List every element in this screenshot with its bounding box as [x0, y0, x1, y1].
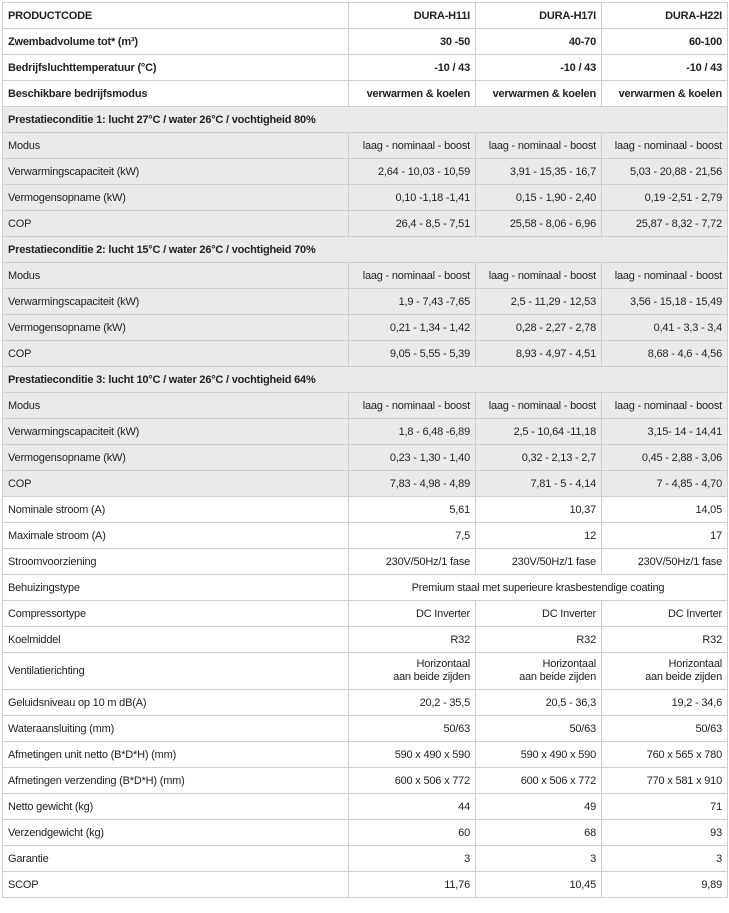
condition-row: [3, 159, 728, 185]
row-value: 2,5 - 11,29 - 12,53: [476, 289, 602, 315]
row-value: -10 / 43: [476, 55, 602, 81]
condition-row: [3, 419, 728, 445]
row-value: 7,5: [349, 523, 476, 549]
row-value: 10,37: [476, 497, 602, 523]
row-value: 25,87 - 8,32 - 7,72: [602, 211, 728, 237]
row-value: 7 - 4,85 - 4,70: [602, 471, 728, 497]
row-value: Horizontaal aan beide zijden: [602, 653, 728, 690]
condition-row: [3, 133, 728, 159]
row-value: 7,81 - 5 - 4,14: [476, 471, 602, 497]
row-value: 8,93 - 4,97 - 4,51: [476, 341, 602, 367]
row-label: Vermogensopname (kW): [3, 185, 349, 211]
row-value: verwarmen & koelen: [602, 81, 728, 107]
row-value: laag - nominaal - boost: [476, 393, 602, 419]
spec-row: [3, 601, 728, 627]
row-label: Garantie: [3, 846, 349, 872]
row-value: Horizontaal aan beide zijden: [476, 653, 602, 690]
row-value: verwarmen & koelen: [349, 81, 476, 107]
row-value: laag - nominaal - boost: [349, 263, 476, 289]
model-header: DURA-H17I: [476, 3, 602, 29]
row-label: Compressortype: [3, 601, 349, 627]
row-value: 600 x 506 x 772: [476, 768, 602, 794]
row-value: 44: [349, 794, 476, 820]
row-value: -10 / 43: [349, 55, 476, 81]
row-value: 3: [602, 846, 728, 872]
row-label: Beschikbare bedrijfsmodus: [3, 81, 349, 107]
row-value: 1,8 - 6,48 -6,89: [349, 419, 476, 445]
row-label: Wateraansluiting (mm): [3, 716, 349, 742]
row-value: 19,2 - 34,6: [602, 690, 728, 716]
spec-row: [3, 627, 728, 653]
spec-row: [3, 575, 728, 601]
row-value: 60-100: [602, 29, 728, 55]
general-row: [3, 55, 728, 81]
row-value: 12: [476, 523, 602, 549]
row-value: 760 x 565 x 780: [602, 742, 728, 768]
row-value: 9,05 - 5,55 - 5,39: [349, 341, 476, 367]
condition-title: Prestatieconditie 2: lucht 15°C / water 26°C / vochtigheid 70%: [3, 237, 728, 263]
model-header: DURA-H11I: [349, 3, 476, 29]
row-value: 93: [602, 820, 728, 846]
row-value: 590 x 490 x 590: [349, 742, 476, 768]
row-label: Verwarmingscapaciteit (kW): [3, 289, 349, 315]
row-value: 0,15 - 1,90 - 2,40: [476, 185, 602, 211]
row-value: laag - nominaal - boost: [349, 133, 476, 159]
row-value: 10,45: [476, 872, 602, 898]
row-label: Afmetingen verzending (B*D*H) (mm): [3, 768, 349, 794]
row-value: 30 -50: [349, 29, 476, 55]
row-value: laag - nominaal - boost: [602, 393, 728, 419]
row-value: 50/63: [602, 716, 728, 742]
row-value-span: Premium staal met superieure krasbestendige coating: [349, 575, 728, 601]
spec-table: [2, 2, 728, 898]
row-value: 0,23 - 1,30 - 1,40: [349, 445, 476, 471]
row-value: DC Inverter: [476, 601, 602, 627]
row-label: Maximale stroom (A): [3, 523, 349, 549]
general-row: [3, 29, 728, 55]
row-value: 0,10 -1,18 -1,41: [349, 185, 476, 211]
spec-row: [3, 742, 728, 768]
row-value: 0,21 - 1,34 - 1,42: [349, 315, 476, 341]
row-label: COP: [3, 211, 349, 237]
row-label: Stroomvoorziening: [3, 549, 349, 575]
row-label: Verwarmingscapaciteit (kW): [3, 419, 349, 445]
condition-row: [3, 471, 728, 497]
row-value: 3: [476, 846, 602, 872]
row-value: 0,32 - 2,13 - 2,7: [476, 445, 602, 471]
row-value: 11,76: [349, 872, 476, 898]
row-value: 0,41 - 3,3 - 3,4: [602, 315, 728, 341]
row-label: SCOP: [3, 872, 349, 898]
row-value: laag - nominaal - boost: [349, 393, 476, 419]
row-label: Geluidsniveau op 10 m dB(A): [3, 690, 349, 716]
spec-row: [3, 820, 728, 846]
row-value: 40-70: [476, 29, 602, 55]
condition-title: Prestatieconditie 3: lucht 10°C / water 26°C / vochtigheid 64%: [3, 367, 728, 393]
row-value: 20,2 - 35,5: [349, 690, 476, 716]
row-label: Koelmiddel: [3, 627, 349, 653]
spec-row: [3, 653, 728, 690]
row-label: Vermogensopname (kW): [3, 445, 349, 471]
row-value: 20,5 - 36,3: [476, 690, 602, 716]
condition-row: [3, 185, 728, 211]
spec-row: [3, 523, 728, 549]
row-label: Behuizingstype: [3, 575, 349, 601]
condition-title-row: [3, 367, 728, 393]
row-value: 25,58 - 8,06 - 6,96: [476, 211, 602, 237]
condition-row: [3, 445, 728, 471]
condition-row: [3, 315, 728, 341]
row-value: 230V/50Hz/1 fase: [602, 549, 728, 575]
spec-row: [3, 794, 728, 820]
row-value: 26,4 - 8,5 - 7,51: [349, 211, 476, 237]
row-value: laag - nominaal - boost: [602, 133, 728, 159]
row-value: 5,61: [349, 497, 476, 523]
spec-row: [3, 497, 728, 523]
condition-title-row: [3, 237, 728, 263]
row-value: 600 x 506 x 772: [349, 768, 476, 794]
row-label: COP: [3, 341, 349, 367]
row-label: Nominale stroom (A): [3, 497, 349, 523]
row-value: 590 x 490 x 590: [476, 742, 602, 768]
row-value: laag - nominaal - boost: [476, 133, 602, 159]
row-label: Vermogensopname (kW): [3, 315, 349, 341]
row-value: R32: [602, 627, 728, 653]
row-value: 0,45 - 2,88 - 3,06: [602, 445, 728, 471]
row-value: 14,05: [602, 497, 728, 523]
row-value: R32: [476, 627, 602, 653]
row-value: 68: [476, 820, 602, 846]
row-value: 60: [349, 820, 476, 846]
row-label: Ventilatierichting: [3, 653, 349, 690]
row-value: 71: [602, 794, 728, 820]
row-label: Modus: [3, 133, 349, 159]
row-label: Modus: [3, 263, 349, 289]
condition-row: [3, 393, 728, 419]
row-value: DC Inverter: [349, 601, 476, 627]
row-value: laag - nominaal - boost: [476, 263, 602, 289]
row-label: COP: [3, 471, 349, 497]
spec-row: [3, 768, 728, 794]
row-value: 2,64 - 10,03 - 10,59: [349, 159, 476, 185]
spec-row: [3, 872, 728, 898]
row-label: Afmetingen unit netto (B*D*H) (mm): [3, 742, 349, 768]
row-label: Verzendgewicht (kg): [3, 820, 349, 846]
row-value: 230V/50Hz/1 fase: [349, 549, 476, 575]
condition-row: [3, 211, 728, 237]
row-label: Verwarmingscapaciteit (kW): [3, 159, 349, 185]
row-label: Zwembadvolume tot* (m³): [3, 29, 349, 55]
row-value: 3,91 - 15,35 - 16,7: [476, 159, 602, 185]
row-value: 0,28 - 2,27 - 2,78: [476, 315, 602, 341]
row-value: 0,19 -2,51 - 2,79: [602, 185, 728, 211]
spec-row: [3, 690, 728, 716]
row-value: 1,9 - 7,43 -7,65: [349, 289, 476, 315]
condition-title-row: [3, 107, 728, 133]
row-label: Netto gewicht (kg): [3, 794, 349, 820]
spec-row: [3, 716, 728, 742]
header-row: [3, 3, 728, 29]
row-value: 8,68 - 4,6 - 4,56: [602, 341, 728, 367]
row-value: 770 x 581 x 910: [602, 768, 728, 794]
row-value: verwarmen & koelen: [476, 81, 602, 107]
condition-row: [3, 341, 728, 367]
header-label: PRODUCTCODE: [3, 3, 349, 29]
row-value: 5,03 - 20,88 - 21,56: [602, 159, 728, 185]
row-value: 50/63: [476, 716, 602, 742]
row-value: R32: [349, 627, 476, 653]
row-value: 49: [476, 794, 602, 820]
row-value: 3: [349, 846, 476, 872]
condition-row: [3, 263, 728, 289]
condition-title: Prestatieconditie 1: lucht 27°C / water 26°C / vochtigheid 80%: [3, 107, 728, 133]
spec-table-body: [3, 3, 728, 898]
row-value: 17: [602, 523, 728, 549]
general-row: [3, 81, 728, 107]
row-label: Modus: [3, 393, 349, 419]
row-value: 230V/50Hz/1 fase: [476, 549, 602, 575]
row-value: DC Inverter: [602, 601, 728, 627]
row-value: Horizontaal aan beide zijden: [349, 653, 476, 690]
spec-row: [3, 846, 728, 872]
row-value: 50/63: [349, 716, 476, 742]
row-value: laag - nominaal - boost: [602, 263, 728, 289]
row-value: 9,89: [602, 872, 728, 898]
row-value: 3,56 - 15,18 - 15,49: [602, 289, 728, 315]
condition-row: [3, 289, 728, 315]
row-value: 3,15- 14 - 14,41: [602, 419, 728, 445]
row-label: Bedrijfsluchttemperatuur (°C): [3, 55, 349, 81]
row-value: 7,83 - 4,98 - 4,89: [349, 471, 476, 497]
model-header: DURA-H22I: [602, 3, 728, 29]
spec-row: [3, 549, 728, 575]
row-value: 2,5 - 10,64 -11,18: [476, 419, 602, 445]
row-value: -10 / 43: [602, 55, 728, 81]
